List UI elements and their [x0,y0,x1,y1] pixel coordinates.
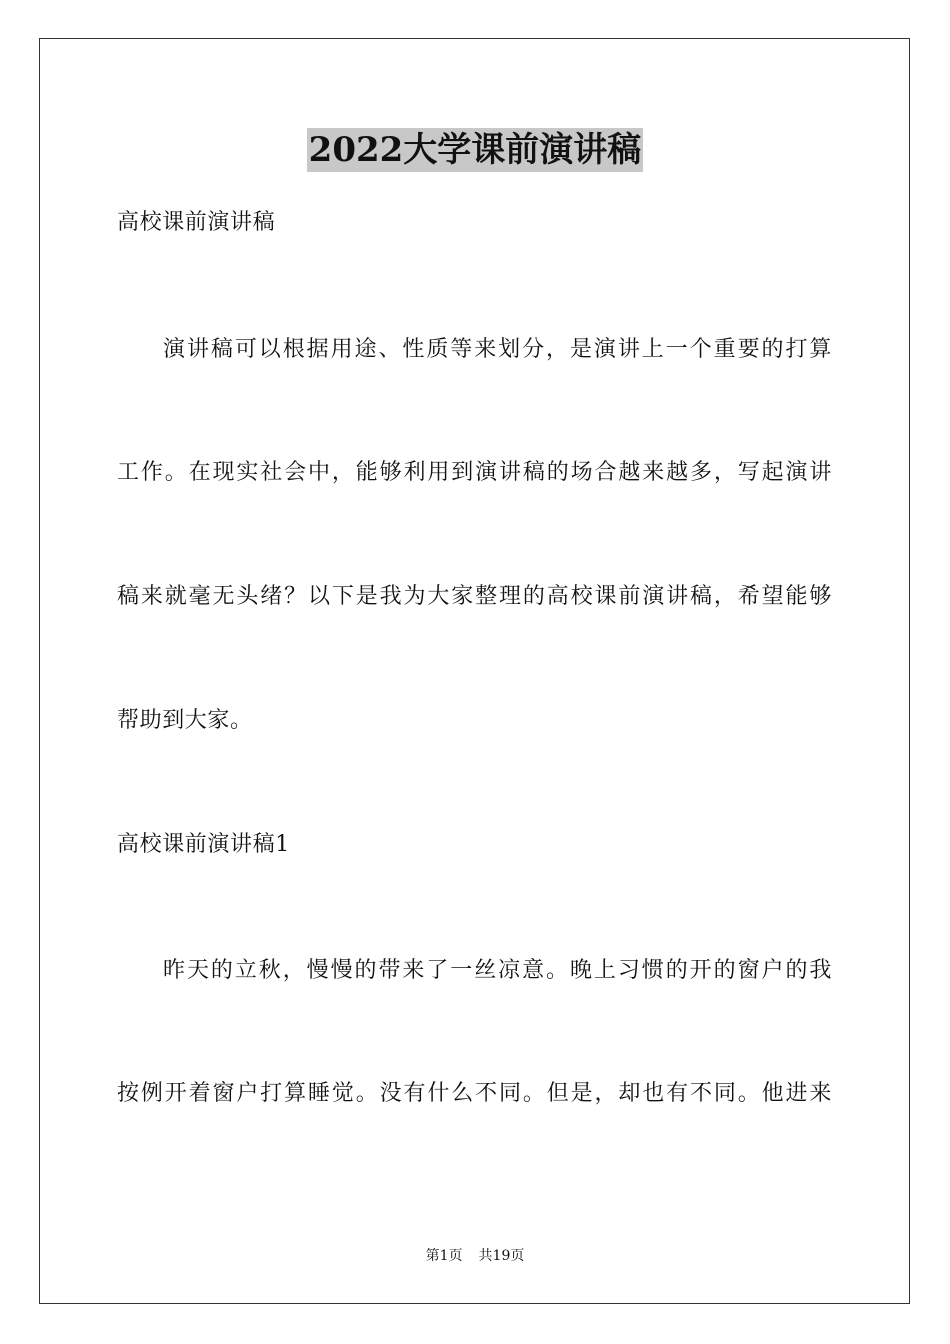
paragraph-line: 演讲稿可以根据用途、性质等来划分，是演讲上一个重要的打算 [163,337,832,362]
document-title: 2022大学课前演讲稿 [308,130,642,170]
paragraph-line: 稿来就毫无头绪？以下是我为大家整理的高校课前演讲稿，希望能够 [117,584,832,609]
page-footer [0,1246,950,1266]
section-heading: 高校课前演讲稿 [117,210,276,235]
paragraph-line: 昨天的立秋，慢慢的带来了一丝凉意。晚上习惯的开的窗户的我 [163,958,832,983]
title-container [0,128,950,172]
paragraph-line: 帮助到大家。 [117,708,253,733]
page-number: 第1页 [425,1248,463,1264]
section-heading: 高校课前演讲稿1 [117,832,290,857]
paragraph-line: 工作。在现实社会中，能够利用到演讲稿的场合越来越多，写起演讲 [117,460,832,485]
paragraph-line: 按例开着窗户打算睡觉。没有什么不同。但是，却也有不同。他进来 [117,1081,832,1106]
page-total: 共19页 [478,1248,525,1264]
